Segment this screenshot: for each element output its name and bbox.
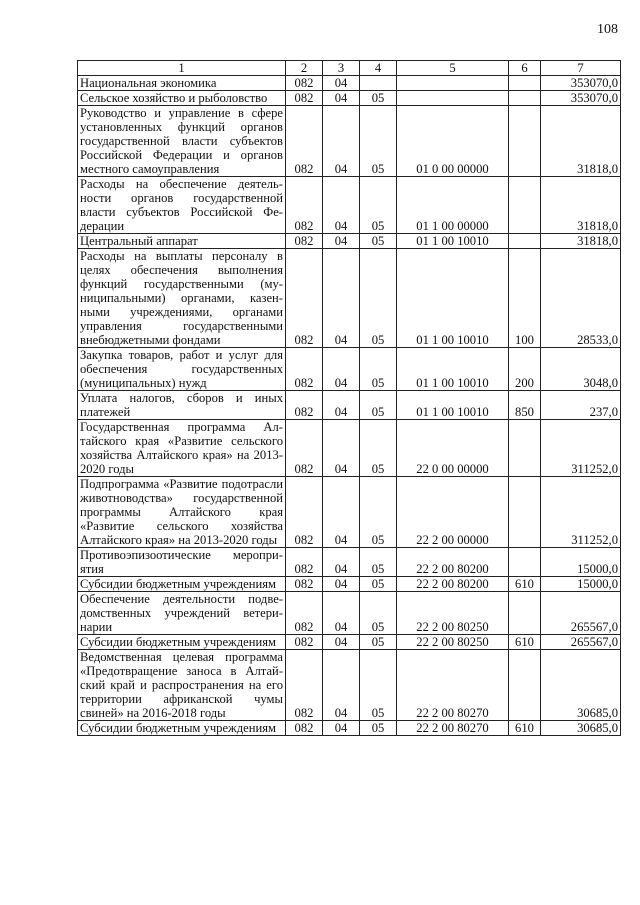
- table-row: [78, 577, 621, 592]
- row-name: Национальная экономика: [78, 76, 286, 91]
- row-ministry-code: 082: [286, 391, 323, 420]
- header-row: [78, 61, 621, 76]
- row-subsection-code: 05: [360, 91, 397, 106]
- row-expense-type: [509, 477, 541, 548]
- row-expense-type: 610: [509, 635, 541, 650]
- row-target-article: 01 1 00 10010: [397, 234, 509, 249]
- row-subsection-code: 05: [360, 577, 397, 592]
- row-ministry-code: 082: [286, 548, 323, 577]
- row-expense-type: [509, 234, 541, 249]
- header-col-7: 7: [541, 61, 621, 76]
- page-number: 108: [597, 22, 618, 37]
- row-expense-type: [509, 420, 541, 477]
- row-expense-type: [509, 548, 541, 577]
- row-target-article: 22 2 00 80200: [397, 548, 509, 577]
- row-ministry-code: 082: [286, 721, 323, 736]
- table-row: [78, 91, 621, 106]
- table-row: [78, 234, 621, 249]
- row-name: Закупка товаров, работ и услуг для обеспечения государственных (муниципальных) нужд: [78, 348, 286, 391]
- row-amount: 237,0: [541, 391, 621, 420]
- row-section-code: 04: [323, 650, 360, 721]
- table-row: [78, 420, 621, 477]
- row-target-article: 22 2 00 80200: [397, 577, 509, 592]
- row-section-code: 04: [323, 577, 360, 592]
- row-name: Ведомственная целевая программа «Предотвращение заноса в Алтайский край и распространения на его территории африканской чумы свиней» на 2016-2018 годы: [78, 650, 286, 721]
- row-target-article: 22 2 00 00000: [397, 477, 509, 548]
- row-amount: 353070,0: [541, 76, 621, 91]
- row-amount: 265567,0: [541, 635, 621, 650]
- header-col-2: 2: [286, 61, 323, 76]
- row-subsection-code: 05: [360, 106, 397, 177]
- row-target-article: 01 1 00 10010: [397, 348, 509, 391]
- row-ministry-code: 082: [286, 420, 323, 477]
- table-row: [78, 348, 621, 391]
- row-subsection-code: 05: [360, 548, 397, 577]
- row-ministry-code: 082: [286, 592, 323, 635]
- table-row: [78, 249, 621, 348]
- row-target-article: 22 2 00 80250: [397, 592, 509, 635]
- row-target-article: 22 2 00 80270: [397, 650, 509, 721]
- row-expense-type: [509, 76, 541, 91]
- row-subsection-code: 05: [360, 420, 397, 477]
- row-name: Субсидии бюджетным учреждениям: [78, 635, 286, 650]
- row-target-article: 22 0 00 00000: [397, 420, 509, 477]
- row-amount: 15000,0: [541, 548, 621, 577]
- row-section-code: 04: [323, 721, 360, 736]
- row-name: Субсидии бюджетным учреждениям: [78, 721, 286, 736]
- row-section-code: 04: [323, 91, 360, 106]
- row-amount: 30685,0: [541, 721, 621, 736]
- row-amount: 30685,0: [541, 650, 621, 721]
- row-target-article: 01 0 00 00000: [397, 106, 509, 177]
- row-amount: 265567,0: [541, 592, 621, 635]
- row-section-code: 04: [323, 106, 360, 177]
- row-ministry-code: 082: [286, 635, 323, 650]
- row-subsection-code: 05: [360, 391, 397, 420]
- row-section-code: 04: [323, 548, 360, 577]
- table-row: [78, 76, 621, 91]
- row-subsection-code: [360, 76, 397, 91]
- row-ministry-code: 082: [286, 348, 323, 391]
- row-expense-type: [509, 650, 541, 721]
- row-target-article: 01 1 00 00000: [397, 177, 509, 234]
- row-amount: 311252,0: [541, 420, 621, 477]
- row-section-code: 04: [323, 348, 360, 391]
- row-name: Руководство и управление в сфере установленных функций органов государственной власти субъектов Российской Федерации и органов местного самоуправления: [78, 106, 286, 177]
- row-ministry-code: 082: [286, 650, 323, 721]
- row-subsection-code: 05: [360, 635, 397, 650]
- row-name: Уплата налогов, сборов и иных платежей: [78, 391, 286, 420]
- table-row: [78, 177, 621, 234]
- row-name: Субсидии бюджетным учреждениям: [78, 577, 286, 592]
- row-amount: 3048,0: [541, 348, 621, 391]
- row-subsection-code: 05: [360, 234, 397, 249]
- row-amount: 311252,0: [541, 477, 621, 548]
- row-expense-type: 100: [509, 249, 541, 348]
- row-expense-type: 200: [509, 348, 541, 391]
- row-name: Центральный аппарат: [78, 234, 286, 249]
- row-expense-type: 610: [509, 721, 541, 736]
- row-section-code: 04: [323, 234, 360, 249]
- row-subsection-code: 05: [360, 650, 397, 721]
- table-body: [78, 76, 621, 736]
- budget-table: [77, 60, 621, 736]
- row-target-article: [397, 91, 509, 106]
- row-section-code: 04: [323, 177, 360, 234]
- row-amount: 15000,0: [541, 577, 621, 592]
- table-row: [78, 391, 621, 420]
- row-expense-type: [509, 592, 541, 635]
- row-expense-type: 850: [509, 391, 541, 420]
- row-expense-type: [509, 177, 541, 234]
- table-row: [78, 721, 621, 736]
- table-row: [78, 548, 621, 577]
- row-ministry-code: 082: [286, 106, 323, 177]
- row-name: Расходы на обеспечение деятельности органов государственной власти субъектов Российской Федерации: [78, 177, 286, 234]
- row-section-code: 04: [323, 635, 360, 650]
- row-name: Подпрограмма «Развитие подотрасли животноводства» государственной программы Алтайского края «Развитие сельского хозяйства Алтайского края» на 2013-2020 годы: [78, 477, 286, 548]
- header-col-6: 6: [509, 61, 541, 76]
- row-target-article: 01 1 00 10010: [397, 391, 509, 420]
- row-name: Обеспечение деятельности подведомственных учреждений ветеринарии: [78, 592, 286, 635]
- header-col-1: 1: [78, 61, 286, 76]
- row-ministry-code: 082: [286, 76, 323, 91]
- row-name: Противоэпизоотические мероприятия: [78, 548, 286, 577]
- row-amount: 28533,0: [541, 249, 621, 348]
- row-target-article: [397, 76, 509, 91]
- row-subsection-code: 05: [360, 721, 397, 736]
- row-expense-type: [509, 106, 541, 177]
- row-ministry-code: 082: [286, 249, 323, 348]
- header-col-3: 3: [323, 61, 360, 76]
- row-section-code: 04: [323, 391, 360, 420]
- row-amount: 31818,0: [541, 106, 621, 177]
- row-target-article: 01 1 00 10010: [397, 249, 509, 348]
- row-name: Сельское хозяйство и рыболовство: [78, 91, 286, 106]
- row-ministry-code: 082: [286, 577, 323, 592]
- row-section-code: 04: [323, 76, 360, 91]
- row-ministry-code: 082: [286, 177, 323, 234]
- row-name: Государственная программа Алтайского края «Развитие сельского хозяйства Алтайского края» на 2013-2020 годы: [78, 420, 286, 477]
- row-target-article: 22 2 00 80250: [397, 635, 509, 650]
- row-section-code: 04: [323, 249, 360, 348]
- row-ministry-code: 082: [286, 477, 323, 548]
- row-section-code: 04: [323, 592, 360, 635]
- table-row: [78, 650, 621, 721]
- header-col-4: 4: [360, 61, 397, 76]
- row-amount: 31818,0: [541, 177, 621, 234]
- row-section-code: 04: [323, 477, 360, 548]
- row-name: Расходы на выплаты персоналу в целях обеспечения выполнения функций государственными (муниципальными) органами, казенными учреждениями, органами управления государственными внебюджетными фондами: [78, 249, 286, 348]
- table-row: [78, 592, 621, 635]
- row-amount: 31818,0: [541, 234, 621, 249]
- row-subsection-code: 05: [360, 348, 397, 391]
- header-col-5: 5: [397, 61, 509, 76]
- table-row: [78, 106, 621, 177]
- row-target-article: 22 2 00 80270: [397, 721, 509, 736]
- row-expense-type: [509, 91, 541, 106]
- row-expense-type: 610: [509, 577, 541, 592]
- table-row: [78, 635, 621, 650]
- row-section-code: 04: [323, 420, 360, 477]
- row-subsection-code: 05: [360, 592, 397, 635]
- row-subsection-code: 05: [360, 477, 397, 548]
- row-ministry-code: 082: [286, 91, 323, 106]
- row-amount: 353070,0: [541, 91, 621, 106]
- row-ministry-code: 082: [286, 234, 323, 249]
- row-subsection-code: 05: [360, 177, 397, 234]
- row-subsection-code: 05: [360, 249, 397, 348]
- table-row: [78, 477, 621, 548]
